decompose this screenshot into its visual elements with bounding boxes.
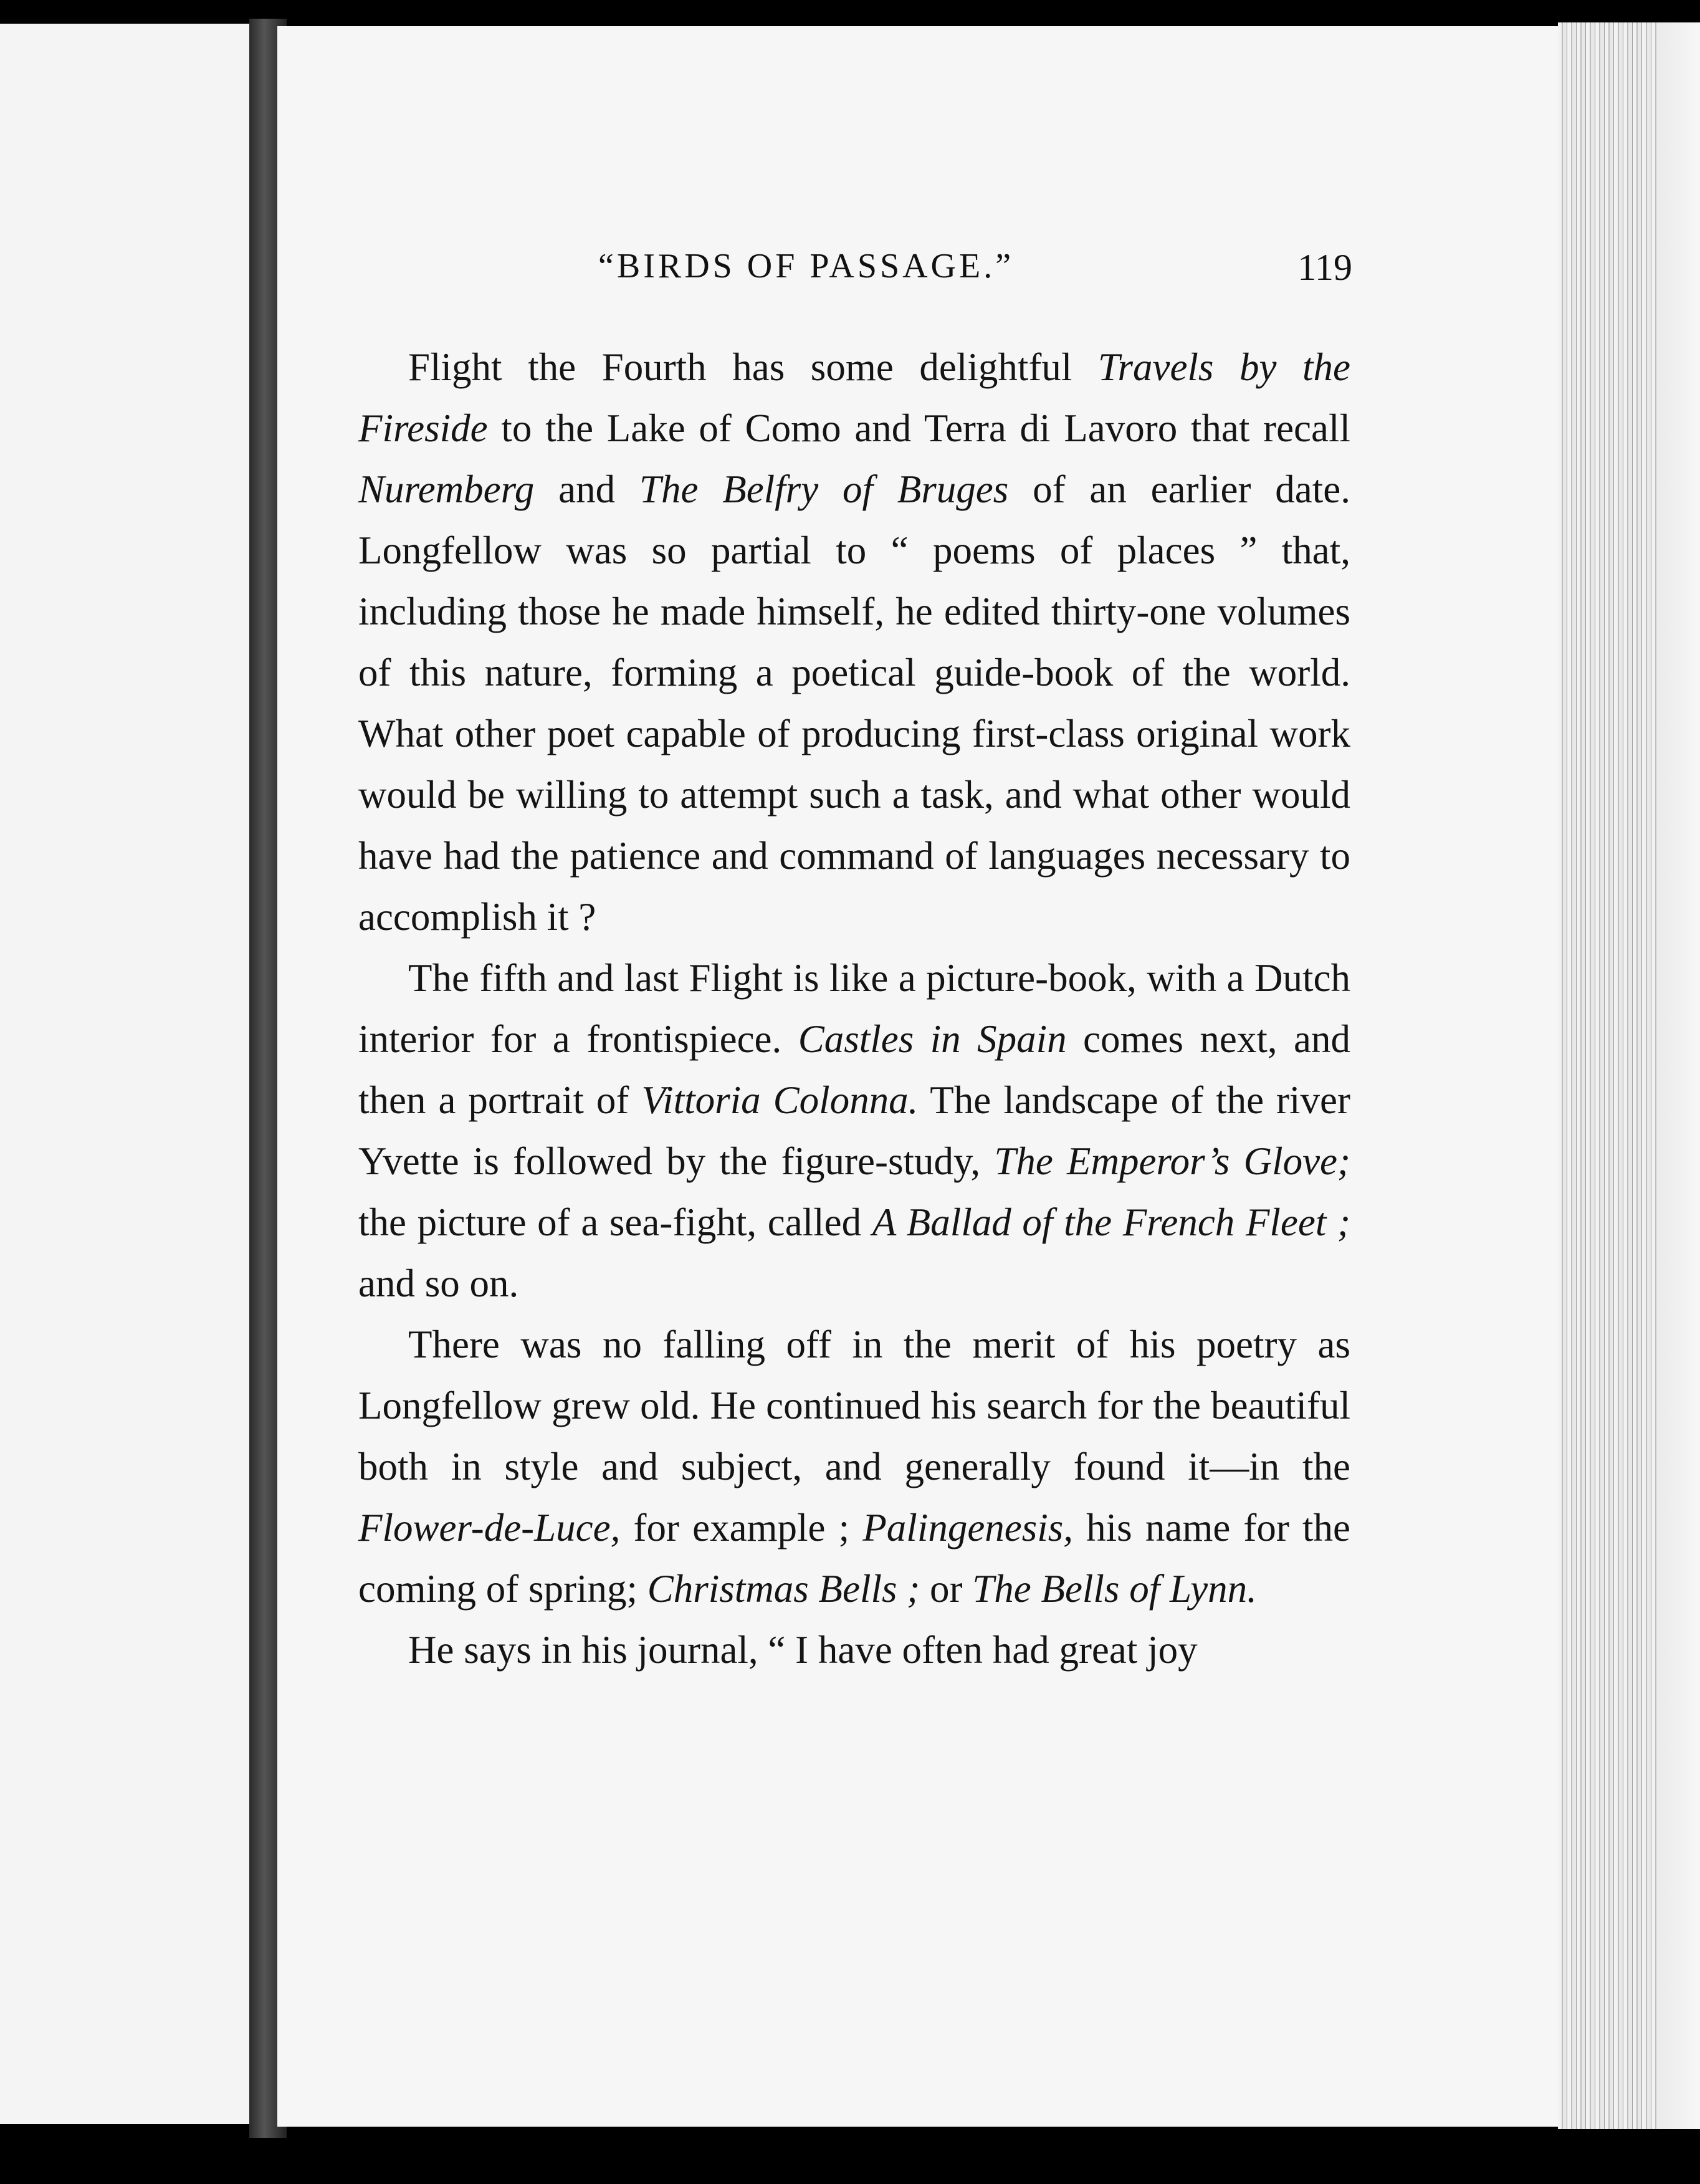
book-title-italic: The Emperor’s Glove; <box>994 1139 1350 1183</box>
text-segment: the picture of a sea-fight, called <box>358 1200 872 1244</box>
book-title-italic: Castles in Spain <box>798 1017 1067 1061</box>
text-segment: There was no falling off in the merit of his poetry as Longfellow grew old. He continued his search for the beautiful both in style and subject, and generally found it—in the <box>358 1323 1350 1488</box>
book-title-italic: Christmas Bells ; <box>647 1567 920 1611</box>
running-head-title: “BIRDS OF PASSAGE.” <box>598 247 1015 285</box>
book-title-italic: Flower-de-Luce, <box>358 1506 621 1549</box>
book-title-italic: Palingenesis, <box>862 1506 1074 1549</box>
book-title-italic: A Ballad of the French Fleet ; <box>872 1200 1350 1244</box>
page-edge-stack <box>1558 22 1700 2129</box>
paragraph-4 <box>358 1619 1350 1680</box>
text-segment: The fifth and last Flight is like a picture-book, with a Dutch interior for a frontispiece. <box>358 956 1350 1061</box>
paragraph-1 <box>358 337 1350 947</box>
text-segment: He says in his journal, “ I have often had great joy <box>408 1628 1198 1672</box>
paragraph-2 <box>358 947 1350 1314</box>
book-title-italic: Nuremberg <box>358 467 535 511</box>
page-number: 119 <box>1297 247 1352 288</box>
text-segment: comes next, and then a portrait of <box>358 1017 1351 1122</box>
text-segment: and <box>534 467 639 511</box>
paragraph-3 <box>358 1314 1350 1619</box>
text-segment: for example ; <box>620 1506 863 1549</box>
book-title-italic: The Bells of Lynn. <box>972 1567 1257 1611</box>
text-segment: and so on. <box>358 1262 519 1305</box>
text-segment: The landscape of the river Yvette is followed by the figure-study, <box>358 1078 1350 1183</box>
book-title-italic: The Belfry of Bruges <box>639 467 1009 511</box>
text-segment: or <box>920 1567 973 1611</box>
text-segment: Flight the Fourth has some delightful <box>408 345 1098 389</box>
text-segment: of an earlier date. Longfellow was so partial to “ poems of places ” that, including those he made himself, he edited thirty-one volumes of this nature, forming a poetical guide-book of the world. What other poet capable of producing first-class original work would be willing to attempt such a task, and what other would have had the patience and command of languages necessary to accomplish it ? <box>358 467 1350 939</box>
text-segment: to the Lake of Como and Terra di Lavoro that recall <box>487 406 1350 450</box>
book-title-italic: Travels by the Fireside <box>358 345 1351 450</box>
body-text <box>358 337 1350 1680</box>
running-head <box>598 246 1352 309</box>
text-segment: his name for the coming of spring; <box>358 1506 1351 1611</box>
book-title-italic: Vittoria Colonna. <box>641 1078 919 1122</box>
facing-page-edge <box>0 24 262 2124</box>
